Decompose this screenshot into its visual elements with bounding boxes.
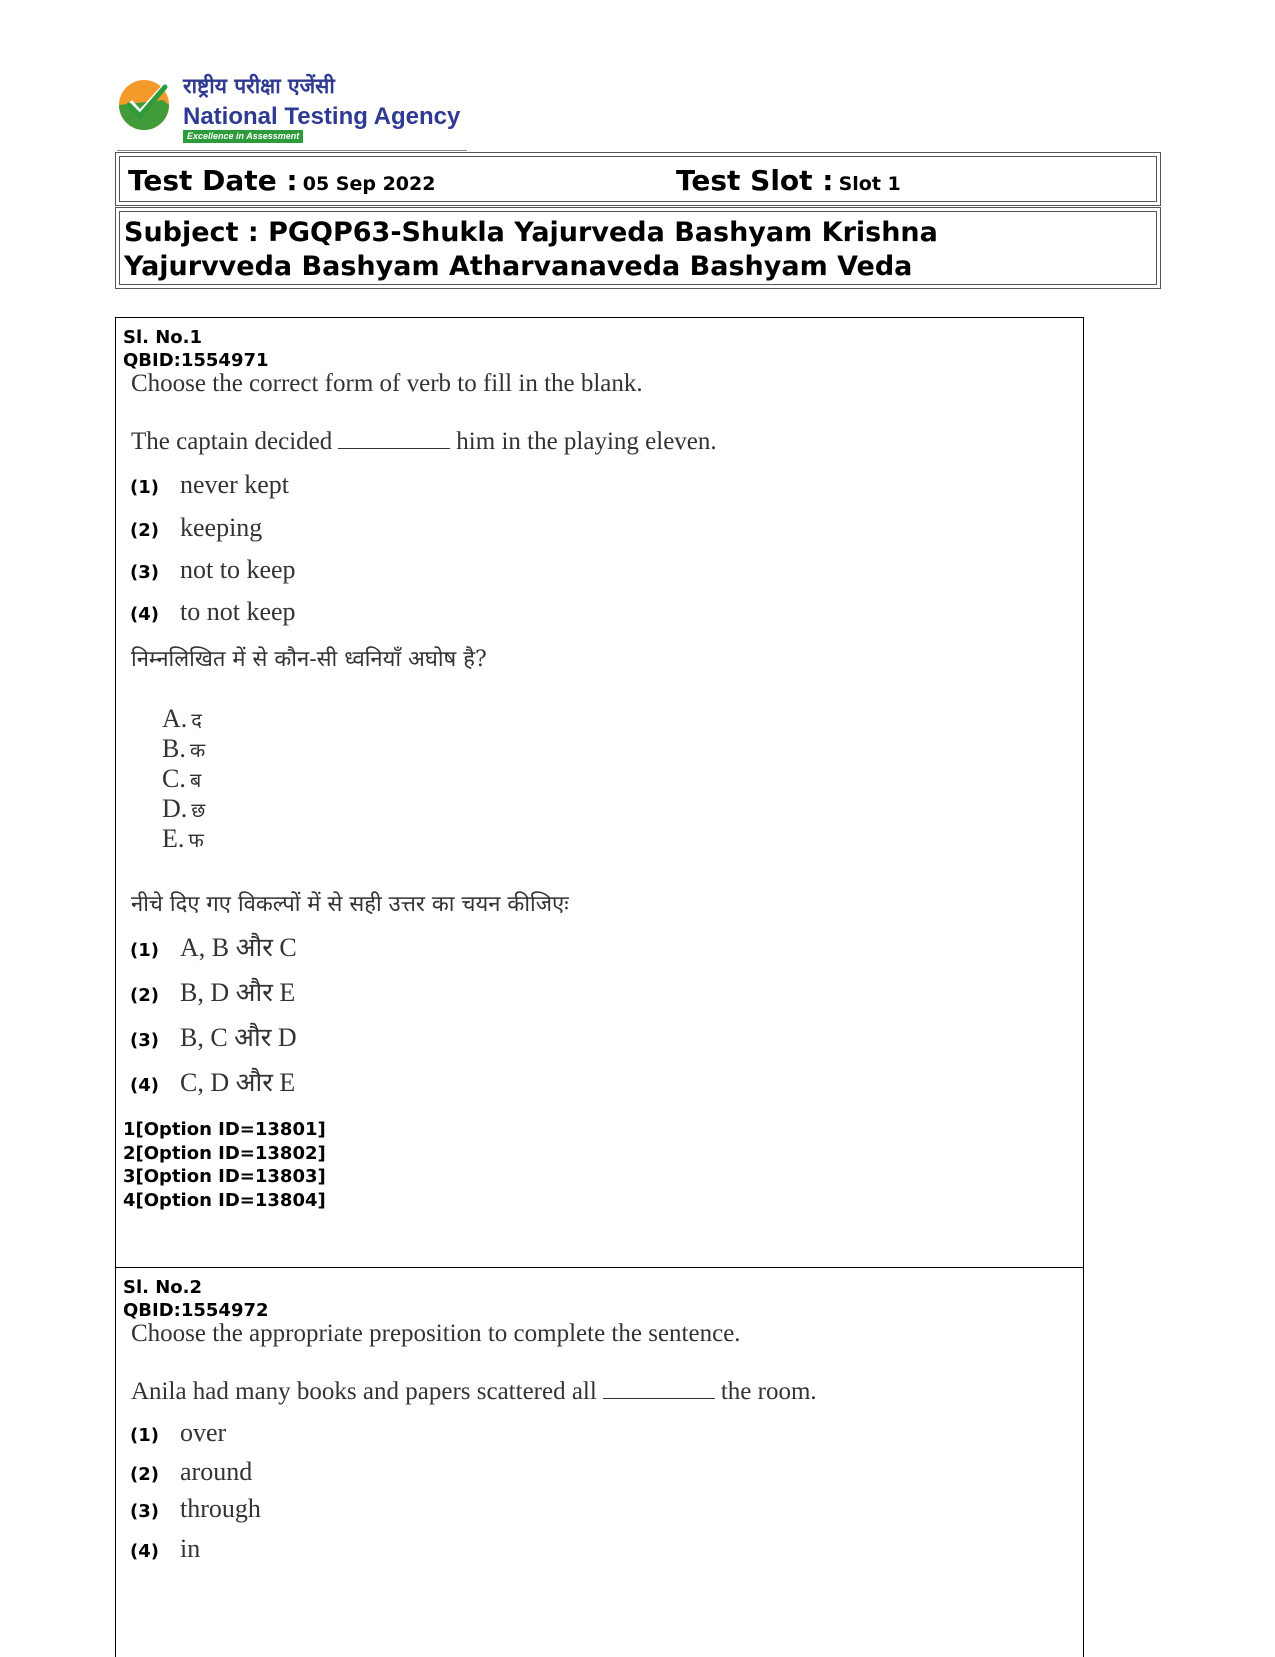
option-text: around	[180, 1457, 253, 1486]
hindi-question: निम्नलिखित में से कौन-सी ध्वनियाँ अघोष है?	[131, 647, 487, 672]
sentence-after: the room.	[720, 1378, 817, 1405]
test-info-box	[115, 152, 1161, 206]
subject-line-2: Yajurvveda Bashyam Atharvanaveda Bashyam Veda	[124, 251, 913, 282]
option-item	[130, 1063, 295, 1099]
question-sentence	[131, 428, 717, 456]
option-number: (2)	[130, 1464, 159, 1485]
test-slot-value: Slot 1	[838, 173, 901, 195]
subject-line-1: Subject : PGQP63-Shukla Yajurveda Bashyam Krishna	[124, 217, 938, 248]
option-text: over	[180, 1418, 227, 1447]
item-text: छ	[191, 798, 206, 822]
test-date	[128, 164, 435, 197]
test-slot	[676, 164, 901, 197]
fill-blank	[338, 447, 450, 449]
logo-divider	[117, 150, 467, 151]
test-slot-label: Test Slot :	[676, 164, 834, 197]
qbid: QBID:1554971	[123, 350, 269, 371]
logo-english-text: National Testing Agency	[183, 103, 461, 130]
option-number: (1)	[130, 940, 159, 961]
option-item	[130, 470, 289, 500]
option-item	[130, 555, 296, 585]
option-text: A, B और C	[180, 933, 297, 962]
hindi-item	[162, 734, 205, 764]
item-text: फ	[188, 828, 204, 852]
option-text: through	[180, 1494, 261, 1523]
option-item	[130, 597, 296, 627]
option-item	[130, 513, 262, 543]
subject-title	[124, 216, 1150, 284]
hindi-item	[162, 764, 201, 794]
sentence-before: Anila had many books and papers scattered all	[131, 1378, 597, 1405]
option-text: C, D और E	[180, 1068, 296, 1097]
option-item	[130, 1494, 261, 1524]
option-number: (2)	[130, 985, 159, 1006]
option-text: in	[180, 1534, 201, 1563]
hindi-instruction: नीचे दिए गए विकल्पों में से सही उत्तर का चयन कीजिएः	[131, 892, 569, 917]
option-id: 1[Option ID=13801]	[123, 1119, 326, 1140]
logo-tagline: Excellence in Assessment	[183, 130, 303, 143]
question-block	[116, 1268, 1083, 1648]
option-number: (1)	[130, 477, 159, 498]
question-sentence	[131, 1378, 817, 1406]
question-block	[116, 318, 1083, 1268]
option-number: (3)	[130, 1501, 159, 1522]
option-number: (4)	[130, 604, 159, 625]
option-text: not to keep	[180, 555, 296, 584]
item-letter: E.	[162, 824, 185, 853]
option-text: never kept	[180, 470, 290, 499]
option-number: (3)	[130, 562, 159, 583]
sentence-after: him in the playing eleven.	[456, 428, 717, 455]
test-date-value: 05 Sep 2022	[302, 173, 436, 195]
nta-logo	[117, 72, 477, 144]
checkmark-logo-icon	[117, 78, 171, 132]
item-letter: A.	[162, 704, 188, 733]
item-text: द	[191, 708, 202, 732]
item-letter: D.	[162, 794, 188, 823]
item-letter: C.	[162, 764, 186, 793]
option-item	[130, 1534, 200, 1564]
qbid: QBID:1554972	[123, 1300, 269, 1321]
hindi-item	[162, 824, 204, 854]
option-text: to not keep	[180, 597, 296, 626]
option-id: 4[Option ID=13804]	[123, 1189, 326, 1211]
sentence-before: The captain decided	[131, 428, 333, 455]
hindi-item	[162, 704, 202, 734]
option-number: (4)	[130, 1541, 159, 1562]
item-text: ब	[189, 768, 202, 792]
option-item	[130, 928, 297, 964]
option-item	[130, 1418, 226, 1448]
question-instruction: Choose the correct form of verb to fill in the blank.	[131, 370, 643, 397]
option-text: B, D और E	[180, 978, 296, 1007]
item-letter: B.	[162, 734, 186, 763]
option-number: (3)	[130, 1030, 159, 1051]
option-number: (2)	[130, 520, 159, 541]
option-text: keeping	[180, 513, 263, 542]
option-id-list	[123, 1118, 326, 1212]
option-number: (1)	[130, 1425, 159, 1446]
logo-hindi-text: राष्ट्रीय परीक्षा एजेंसी	[183, 74, 335, 98]
option-number: (4)	[130, 1075, 159, 1096]
option-id: 3[Option ID=13803]	[123, 1166, 326, 1187]
subject-box	[115, 207, 1161, 289]
option-id: 2[Option ID=13802]	[123, 1142, 326, 1164]
option-item	[130, 1457, 252, 1487]
option-item	[130, 1018, 297, 1054]
question-table	[115, 317, 1084, 1657]
serial-number: Sl. No.2	[123, 1277, 203, 1298]
test-date-label: Test Date :	[128, 164, 298, 197]
question-instruction: Choose the appropriate preposition to complete the sentence.	[131, 1320, 741, 1347]
item-text: क	[189, 738, 206, 762]
option-item	[130, 973, 295, 1009]
serial-number: Sl. No.1	[123, 327, 203, 348]
hindi-item	[162, 794, 205, 824]
option-text: B, C और D	[180, 1023, 297, 1052]
fill-blank	[603, 1397, 715, 1399]
